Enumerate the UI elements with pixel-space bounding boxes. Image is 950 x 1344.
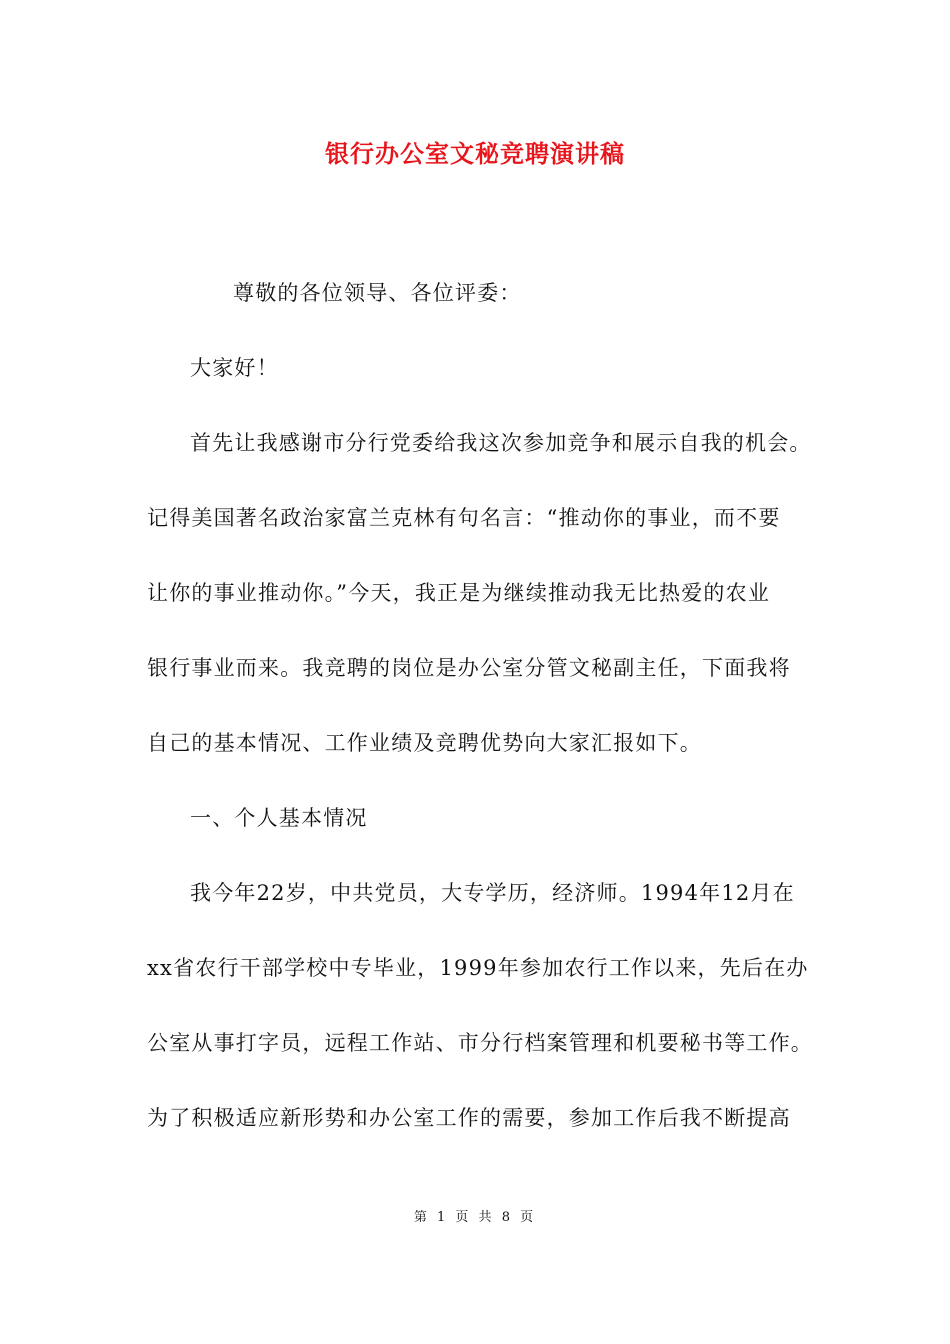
paragraph-line: 我今年22岁，中共党员，大专学历，经济师。1994年12月在	[190, 881, 795, 905]
salutation-line: 尊敬的各位领导、各位评委：	[233, 281, 522, 305]
section-heading: 一、个人基本情况	[190, 806, 368, 830]
document-title: 银行办公室文秘竞聘演讲稿	[325, 139, 625, 168]
paragraph-line: 银行事业而来。我竞聘的岗位是办公室分管文秘副主任，下面我将	[147, 656, 791, 680]
paragraph-line: 公室从事打字员，远程工作站、市分行档案管理和机要秘书等工作。	[147, 1031, 813, 1055]
paragraph-line: 首先让我感谢市分行党委给我这次参加竞争和展示自我的机会。	[190, 431, 812, 455]
page-number-footer: 第 1 页 共 8 页	[413, 1210, 537, 1225]
paragraph-line: 自己的基本情况、工作业绩及竞聘优势向大家汇报如下。	[147, 731, 702, 755]
greeting-line: 大家好！	[190, 356, 279, 380]
paragraph-line: 让你的事业推动你。”今天，我正是为继续推动我无比热爱的农业	[147, 581, 771, 605]
paragraph-line: xx省农行干部学校中专毕业，1999年参加农行工作以来，先后在办	[147, 956, 809, 980]
paragraph-line: 记得美国著名政治家富兰克林有句名言：“推动你的事业，而不要	[147, 506, 781, 530]
paragraph-line: 为了积极适应新形势和办公室工作的需要，参加工作后我不断提高	[147, 1106, 791, 1130]
